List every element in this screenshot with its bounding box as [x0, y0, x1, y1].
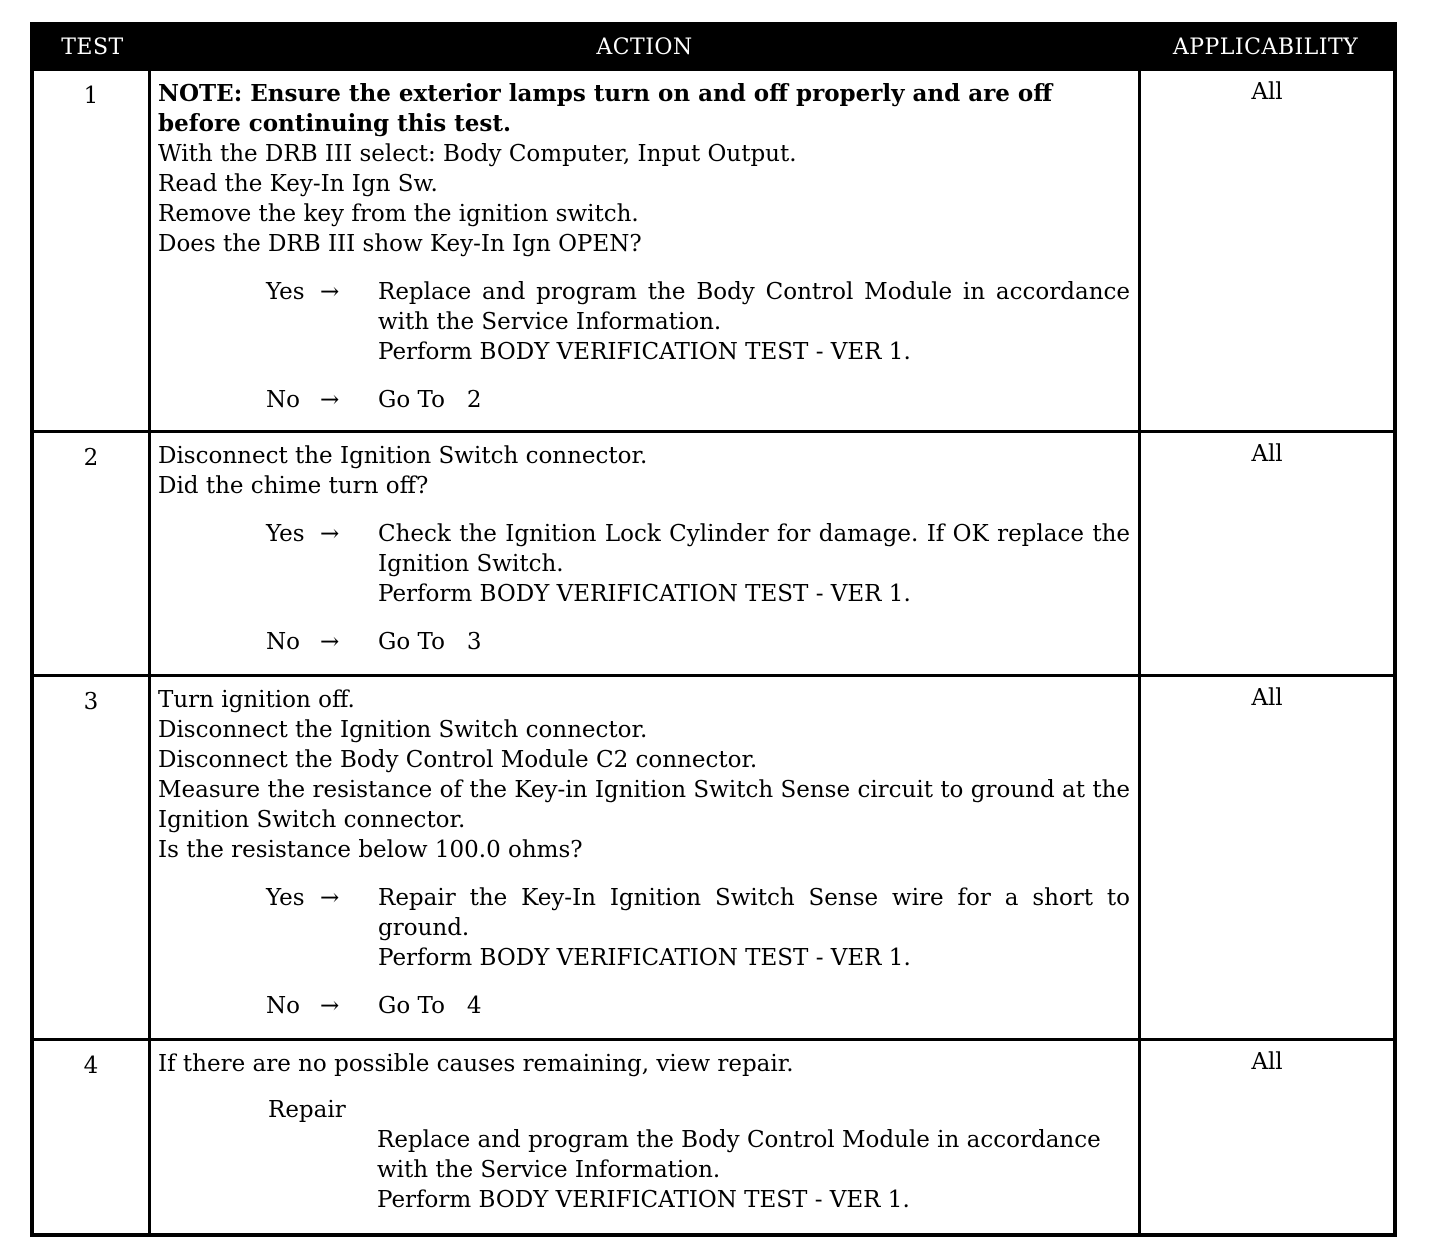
step-line: If there are no possible causes remaining, view repair.	[158, 1051, 794, 1077]
applicability-value: All	[1251, 441, 1283, 467]
repair-perform: Perform BODY VERIFICATION TEST - VER 1.	[377, 1187, 910, 1213]
arrow-icon: →	[320, 993, 340, 1019]
table-row	[34, 674, 1393, 1038]
no-label: No	[266, 387, 300, 413]
note-text: NOTE: Ensure the exterior lamps turn on and off properly and are off before continuing this test.	[158, 80, 1053, 137]
test-number: 2	[34, 433, 151, 674]
arrow-icon: →	[320, 885, 340, 911]
diagnostic-test-table	[30, 22, 1397, 1237]
action-cell	[151, 71, 1141, 430]
yes-label: Yes	[266, 279, 305, 305]
applicability-value: All	[1251, 685, 1283, 711]
action-cell	[151, 433, 1141, 674]
repair-label: Repair	[268, 1097, 346, 1123]
table-row	[34, 68, 1393, 430]
arrow-icon: →	[320, 279, 340, 305]
yes-text	[378, 519, 1130, 609]
arrow-icon: →	[320, 387, 340, 413]
step-line: Remove the key from the ignition switch.	[158, 201, 639, 227]
yes-perform: Perform BODY VERIFICATION TEST - VER 1.	[378, 339, 911, 365]
step-line: Does the DRB III show Key-In Ign OPEN?	[158, 231, 642, 257]
no-outcome	[266, 627, 1130, 657]
header-applicability: APPLICABILITY	[1172, 34, 1359, 60]
applicability-value: All	[1251, 79, 1283, 105]
table-row	[34, 430, 1393, 674]
step-line: Read the Key-In Ign Sw.	[158, 171, 438, 197]
yes-outcome	[266, 277, 1130, 367]
yes-outcome	[266, 519, 1130, 609]
header-test: TEST	[61, 34, 124, 60]
step-line: Did the chime turn off?	[158, 473, 429, 499]
test-number: 1	[34, 71, 151, 430]
no-label: No	[266, 993, 300, 1019]
table-row	[34, 1038, 1393, 1233]
yes-text	[378, 883, 1130, 973]
step-line: Disconnect the Ignition Switch connector.	[158, 717, 648, 743]
repair-text	[377, 1125, 1130, 1215]
no-outcome	[266, 991, 1130, 1021]
step-line: Disconnect the Ignition Switch connector.	[158, 443, 648, 469]
yes-label: Yes	[266, 521, 305, 547]
yes-action: Replace and program the Body Control Module in accordance with the Service Information.	[378, 279, 1130, 335]
step-line: Measure the resistance of the Key-in Ignition Switch Sense circuit to ground at the Ignition Switch connector.	[158, 777, 1130, 833]
arrow-icon: →	[320, 521, 340, 547]
yes-action: Check the Ignition Lock Cylinder for damage. If OK replace the Ignition Switch.	[378, 521, 1130, 577]
no-label: No	[266, 629, 300, 655]
yes-label: Yes	[266, 885, 305, 911]
yes-text	[378, 277, 1130, 367]
no-text: Go To 2	[378, 387, 482, 413]
action-cell	[151, 677, 1141, 1038]
yes-outcome	[266, 883, 1130, 973]
step-line: Disconnect the Body Control Module C2 connector.	[158, 747, 758, 773]
no-text: Go To 3	[378, 629, 482, 655]
test-number: 3	[34, 677, 151, 1038]
step-line: Turn ignition off.	[158, 687, 355, 713]
table-header	[34, 26, 1393, 68]
no-text: Go To 4	[378, 993, 482, 1019]
step-line: Is the resistance below 100.0 ohms?	[158, 837, 583, 863]
header-action: ACTION	[596, 34, 693, 60]
yes-action: Repair the Key-In Ignition Switch Sense wire for a short to ground.	[378, 885, 1130, 941]
arrow-icon: →	[320, 629, 340, 655]
no-outcome	[266, 385, 1130, 415]
yes-perform: Perform BODY VERIFICATION TEST - VER 1.	[378, 945, 911, 971]
action-cell	[151, 1041, 1141, 1233]
applicability-value: All	[1251, 1049, 1283, 1075]
step-line: With the DRB III select: Body Computer, Input Output.	[158, 141, 797, 167]
test-number: 4	[34, 1041, 151, 1233]
yes-perform: Perform BODY VERIFICATION TEST - VER 1.	[378, 581, 911, 607]
repair-action: Replace and program the Body Control Module in accordance with the Service Information.	[377, 1127, 1101, 1183]
